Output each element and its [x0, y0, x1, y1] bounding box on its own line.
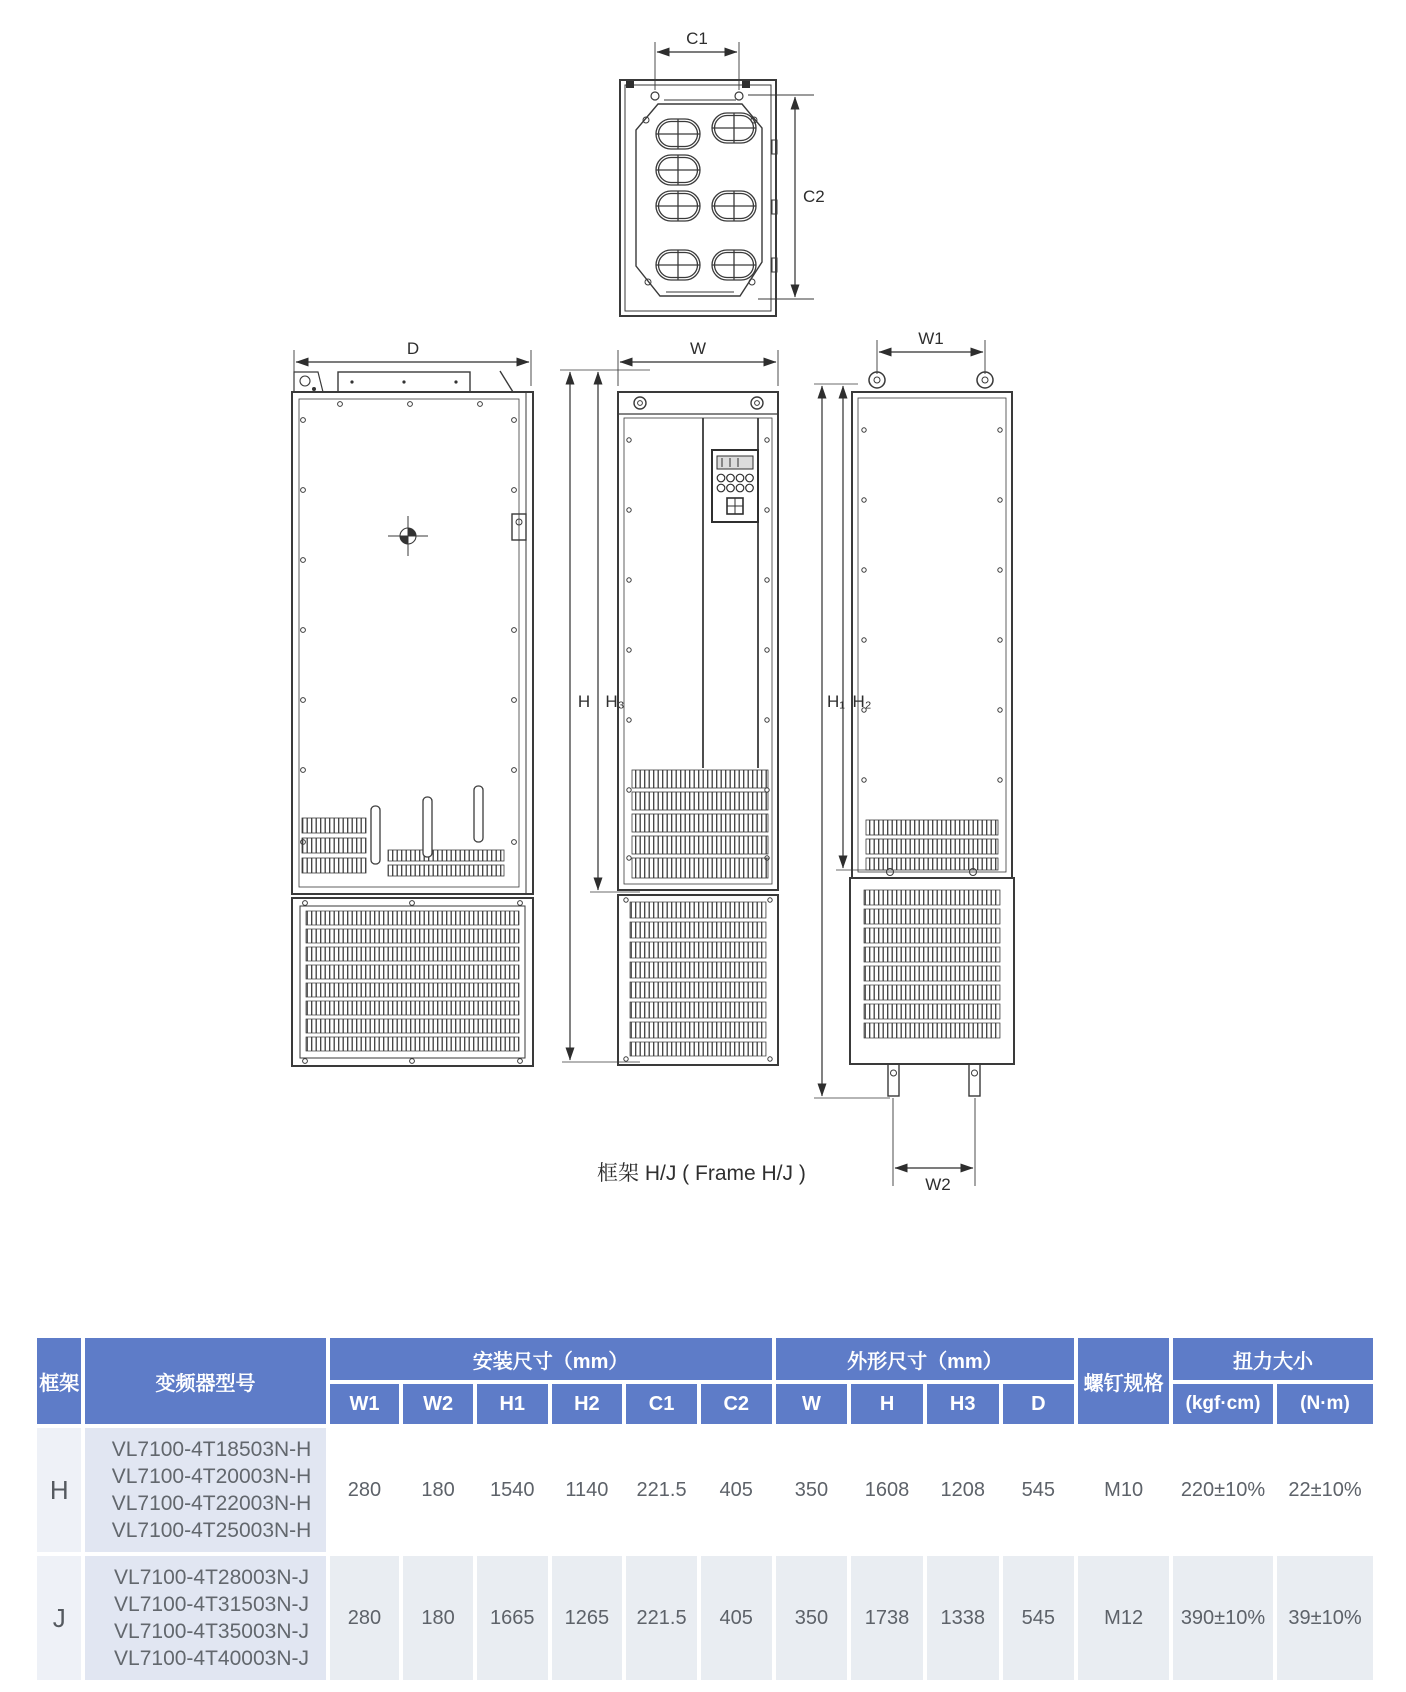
label-w2: W2 [925, 1175, 951, 1194]
col-header-screw: 螺钉规格 [1078, 1338, 1169, 1424]
dim-w2 [893, 1098, 975, 1194]
value-cell-w2: 180 [403, 1428, 473, 1552]
col-header-w: W [776, 1384, 848, 1424]
col-header-h: H [851, 1384, 923, 1424]
side-view [292, 339, 533, 1066]
label-d: D [406, 339, 420, 358]
dim-w [618, 339, 778, 386]
value-cell-c1: 221.5 [626, 1428, 697, 1552]
col-group-outline: 外形尺寸（mm） [776, 1338, 1075, 1380]
value-cell-h: 1738 [851, 1556, 923, 1680]
value-cell-w2: 180 [403, 1556, 473, 1680]
drawing-caption: 框架 H/J ( Frame H/J ) [597, 1162, 806, 1185]
value-cell-torque-nm: 39±10% [1277, 1556, 1373, 1680]
model-list-cell [85, 1556, 325, 1680]
col-header-w2: W2 [403, 1384, 473, 1424]
value-cell-torque-kgfcm: 220±10% [1173, 1428, 1273, 1552]
col-header-frame: 框架 [37, 1338, 81, 1424]
value-cell-d: 545 [1003, 1428, 1075, 1552]
knockout-ovals [656, 113, 756, 280]
side-mid-vents [302, 786, 504, 876]
value-cell-h1: 1540 [477, 1428, 548, 1552]
value-cell-screw: M12 [1078, 1556, 1169, 1680]
model-list-cell [85, 1428, 325, 1552]
frame-cell: H [37, 1428, 81, 1552]
value-cell-h: 1608 [851, 1428, 923, 1552]
value-cell-h3: 1208 [927, 1428, 999, 1552]
keypad [712, 450, 758, 522]
col-header-w1: W1 [330, 1384, 400, 1424]
model-item: VL7100-4T28003N-J [114, 1566, 309, 1589]
model-item: VL7100-4T40003N-J [114, 1647, 309, 1670]
col-header-h2: H2 [552, 1384, 623, 1424]
col-header-c1: C1 [626, 1384, 697, 1424]
label-c2: C2 [803, 187, 825, 206]
dim-w1 [877, 329, 985, 374]
side-bottom-grille [306, 911, 519, 1051]
value-cell-torque-kgfcm: 390±10% [1173, 1556, 1273, 1680]
value-cell-w: 350 [776, 1428, 848, 1552]
label-h: H [577, 692, 591, 711]
label-c1: C1 [686, 29, 708, 48]
value-cell-c1: 221.5 [626, 1556, 697, 1680]
model-item: VL7100-4T31503N-J [114, 1593, 309, 1616]
front-view [560, 339, 778, 1065]
model-item: VL7100-4T22003N-H [111, 1492, 312, 1515]
col-header-c2: C2 [701, 1384, 772, 1424]
crosshair-mark [388, 516, 428, 556]
label-h2: H₂ [852, 692, 872, 711]
col-header-h3: H3 [927, 1384, 999, 1424]
value-cell-d: 545 [1003, 1556, 1075, 1680]
dimension-spec-table [33, 1334, 1377, 1684]
back-mid-grille [866, 820, 998, 870]
top-view [620, 29, 825, 316]
header-row-groups [37, 1338, 1373, 1380]
value-cell-c2: 405 [701, 1428, 772, 1552]
value-cell-h1: 1665 [477, 1556, 548, 1680]
mounting-tabs [888, 1064, 980, 1096]
col-header-d: D [1003, 1384, 1075, 1424]
value-cell-w1: 280 [330, 1428, 400, 1552]
front-mid-grille [632, 770, 768, 878]
label-h1: H₁ [826, 692, 846, 711]
dim-d [294, 339, 531, 386]
col-group-mounting: 安装尺寸（mm） [330, 1338, 772, 1380]
back-view [814, 329, 1014, 1194]
col-header-model: 变频器型号 [85, 1338, 325, 1424]
col-group-torque: 扭力大小 [1173, 1338, 1373, 1380]
value-cell-w1: 280 [330, 1556, 400, 1680]
model-item: VL7100-4T35003N-J [114, 1620, 309, 1643]
col-header-h1: H1 [477, 1384, 548, 1424]
model-item: VL7100-4T18503N-H [111, 1438, 312, 1461]
value-cell-torque-nm: 22±10% [1277, 1428, 1373, 1552]
value-cell-h2: 1140 [552, 1428, 623, 1552]
front-bottom-grille [630, 902, 766, 1056]
back-bottom-grille [864, 890, 1000, 1038]
value-cell-h2: 1265 [552, 1556, 623, 1680]
value-cell-w: 350 [776, 1556, 848, 1680]
col-header-kgfcm: (kgf·cm) [1173, 1384, 1273, 1424]
screw-dots [301, 402, 517, 845]
table-row-frame-j [37, 1556, 1373, 1680]
frame-cell: J [37, 1556, 81, 1680]
value-cell-h3: 1338 [927, 1556, 999, 1680]
screw-dots-back [862, 428, 1002, 782]
label-w1: W1 [918, 329, 944, 348]
label-h3: H₃ [605, 692, 625, 711]
model-item: VL7100-4T25003N-H [111, 1519, 312, 1542]
value-cell-c2: 405 [701, 1556, 772, 1680]
model-item: VL7100-4T20003N-H [111, 1465, 312, 1488]
label-w: W [689, 339, 707, 358]
value-cell-screw: M10 [1078, 1428, 1169, 1552]
col-header-nm: (N·m) [1277, 1384, 1373, 1424]
table-row-frame-h [37, 1428, 1373, 1552]
